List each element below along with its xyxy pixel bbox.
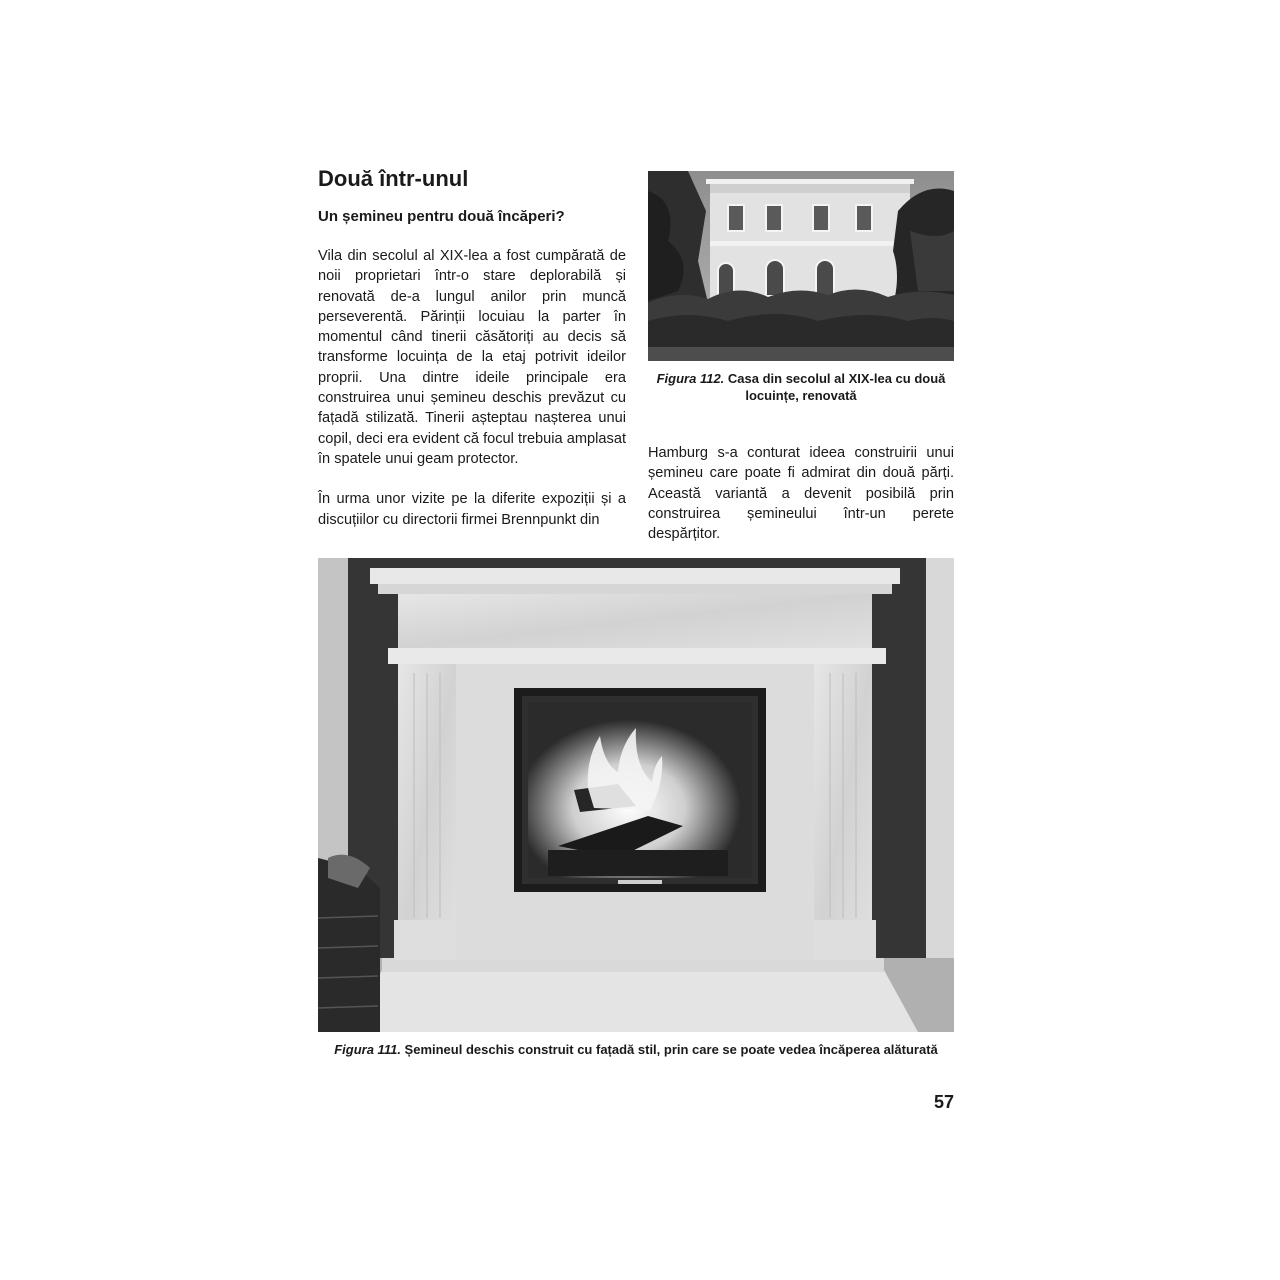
figure-111-text: Șemineul deschis construit cu fațadă stil, prin care se poate vedea încăperea alăturată — [400, 1042, 938, 1057]
section-subheading: Un șemineu pentru două încăperi? — [318, 208, 565, 225]
figure-111-caption — [318, 1041, 954, 1058]
figure-112-text: Casa din secolul al XIX-lea cu două locuințe, renovată — [724, 371, 946, 403]
house-photo — [648, 171, 954, 361]
right-text-column — [648, 443, 954, 544]
figure-112-label: Figura 112. — [656, 371, 725, 386]
left-text-column — [318, 246, 626, 550]
body-paragraph-3: Hamburg s-a conturat ideea construirii unui șemineu care poate fi admirat din două părți. Această variantă a devenit posibilă prin construirea șemineului într-un perete despărțitor. — [648, 445, 954, 543]
body-paragraph-1: Vila din secolul al XIX-lea a fost cumpărată de noii proprietari într-o stare deplorabilă și renovată de-a lungul anilor prin muncă perseverentă. Părinții locuiau la parter în momentul când tinerii căsătoriți au decis să transforme locuința de la etaj potrivit ideilor proprii. Una dintre ideile principale era construirea unui șemineu deschis prevăzut cu fațadă stilizată. Tinerii așteptau nașterea unui copil, deci era evident că focul trebuia amplasat în spatele unui geam protector. — [318, 248, 626, 467]
figure-111-label: Figura 111. — [334, 1042, 401, 1057]
figure-112-caption — [648, 370, 954, 404]
fireplace-photo — [318, 558, 954, 1032]
page-number: 57 — [933, 1092, 954, 1112]
section-heading: Două într-unul — [318, 166, 469, 191]
body-paragraph-2: În urma unor vizite pe la diferite expoziții și a discuțiilor cu directorii firmei Brennpunkt din — [318, 491, 626, 528]
